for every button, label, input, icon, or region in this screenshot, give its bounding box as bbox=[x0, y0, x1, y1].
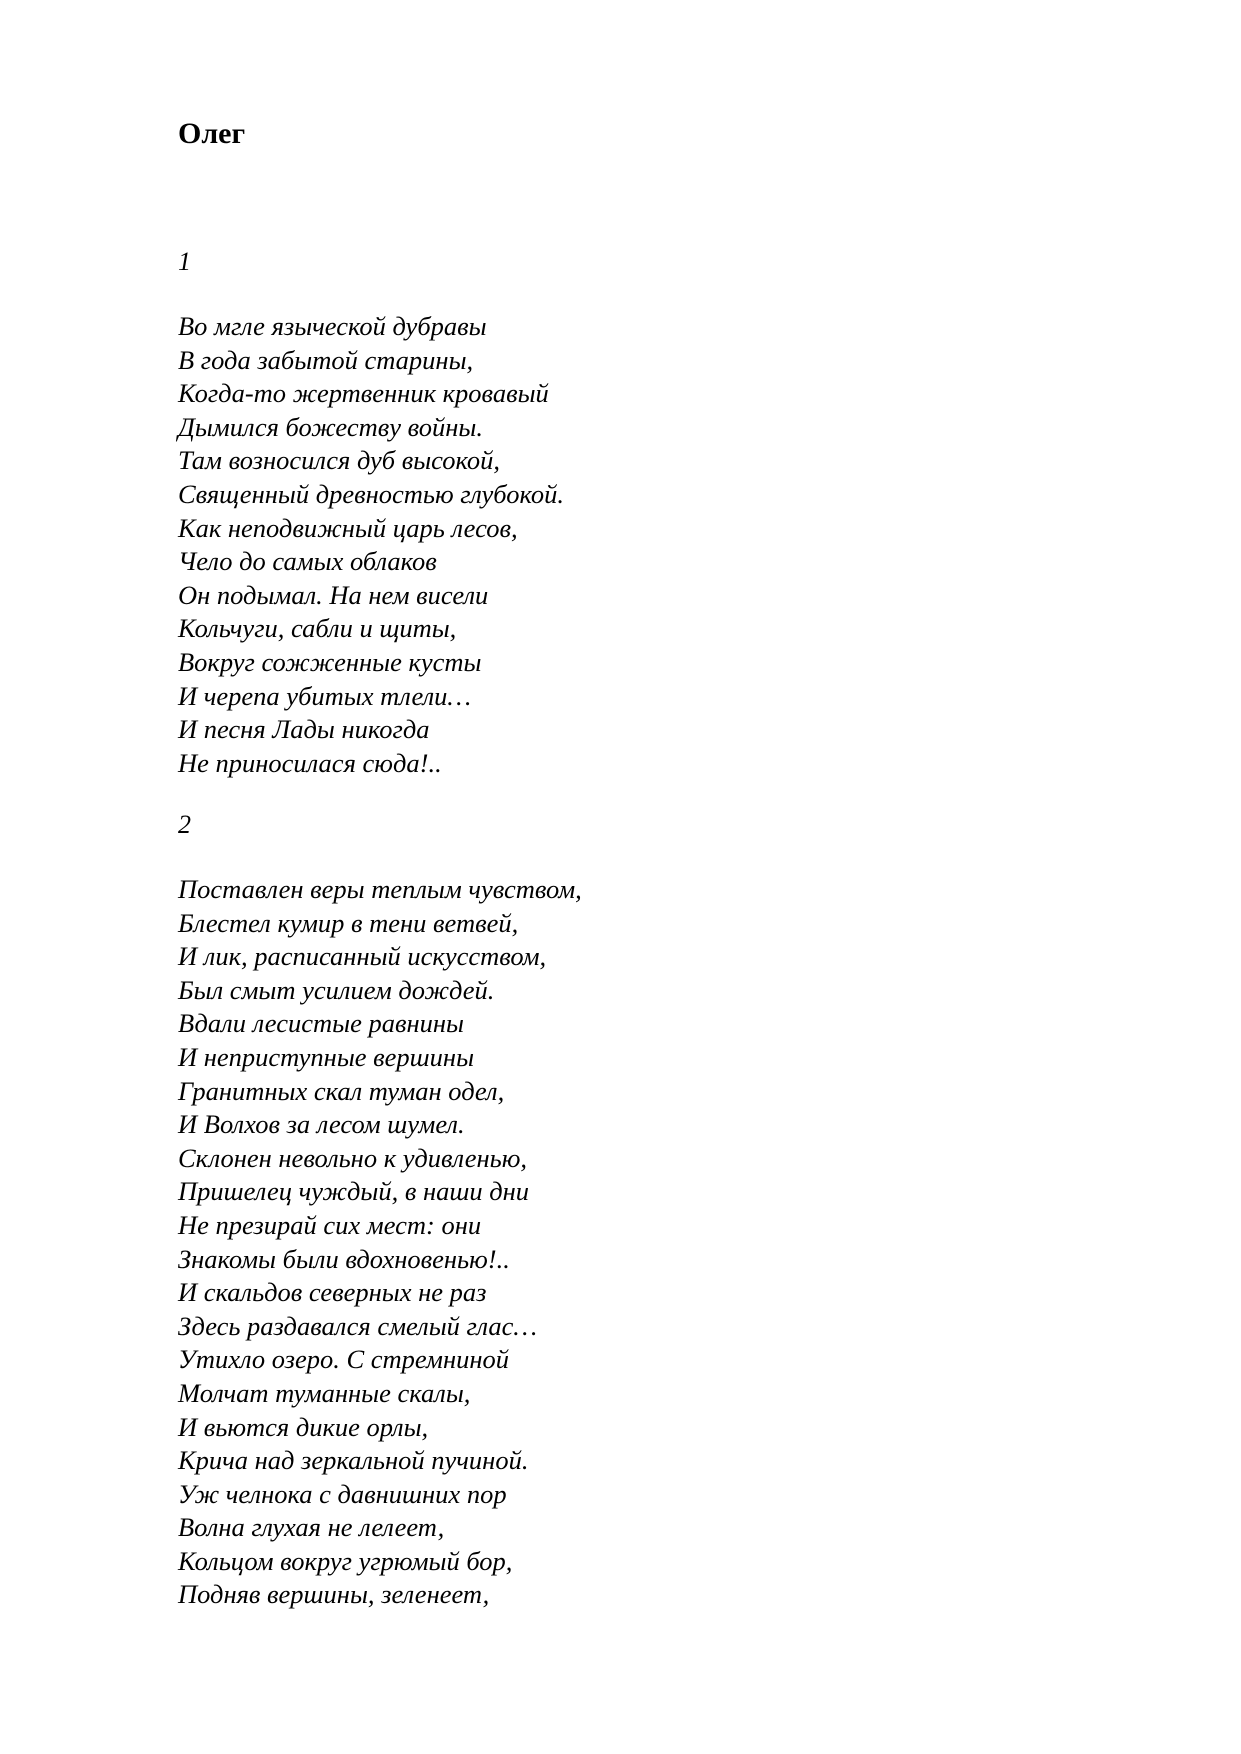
verse-line: Знакомы были вдохновенью!.. bbox=[178, 1243, 510, 1274]
verse-section-1 bbox=[178, 310, 564, 780]
verse-line: Как неподвижный царь лесов, bbox=[178, 512, 518, 543]
verse-line: И лик, расписанный искусством, bbox=[178, 941, 547, 972]
verse-line: Кольчуги, сабли и щиты, bbox=[178, 613, 457, 644]
verse-line: Склонен невольно к удивленью, bbox=[178, 1142, 528, 1173]
verse-line: Утихло озеро. С стремниной bbox=[178, 1344, 509, 1375]
verse-line: Во мгле языческой дубравы bbox=[178, 311, 487, 341]
verse-line: Когда-то жертвенник кровавый bbox=[178, 378, 549, 409]
verse-line: Не презирай сих мест: они bbox=[178, 1209, 482, 1240]
verse-line: Священный древностью глубокой. bbox=[178, 478, 564, 509]
verse-line: Молчат туманные скалы, bbox=[178, 1377, 471, 1408]
verse-line: Не приносилася сюда!.. bbox=[178, 747, 442, 778]
verse-line: Здесь раздавался смелый глас… bbox=[178, 1310, 537, 1341]
verse-line: И вьются дикие орлы, bbox=[178, 1411, 429, 1442]
verse-line: Кольцом вокруг угрюмый бор, bbox=[178, 1545, 513, 1576]
verse-line: Пришелец чуждый, в наши дни bbox=[178, 1176, 530, 1207]
section-number: 1 bbox=[178, 247, 191, 276]
verse-line: Вокруг сожженные кусты bbox=[178, 646, 482, 677]
verse-line: Чело до самых облаков bbox=[178, 546, 437, 577]
verse-line: Там возносился дуб высокой, bbox=[178, 445, 501, 476]
verse-line: Волна глухая не лелеет, bbox=[178, 1512, 445, 1543]
verse-line: Крича над зеркальной пучиной. bbox=[178, 1445, 529, 1476]
verse-line: И черепа убитых тлели… bbox=[178, 680, 471, 711]
verse-line: И Волхов за лесом шумел. bbox=[178, 1109, 465, 1140]
document-title: Олег bbox=[178, 117, 246, 150]
verse-line: Поставлен веры теплым чувством, bbox=[178, 874, 582, 904]
section-number: 2 bbox=[178, 810, 191, 839]
verse-line: Был смыт усилием дождей. bbox=[178, 974, 495, 1005]
verse-line: Вдали лесистые равнины bbox=[178, 1008, 464, 1039]
verse-line: Дымился божеству войны. bbox=[178, 411, 483, 442]
verse-line: Подняв вершины, зеленеет, bbox=[178, 1579, 490, 1610]
verse-line: И неприступные вершины bbox=[178, 1041, 475, 1072]
verse-line: Гранитных скал туман одел, bbox=[178, 1075, 505, 1106]
verse-line: И скальдов северных не раз bbox=[178, 1277, 487, 1308]
verse-line: И песня Лады никогда bbox=[178, 714, 430, 745]
verse-line: В года забытой старины, bbox=[178, 344, 474, 375]
verse-line: Блестел кумир в тени ветвей, bbox=[178, 907, 519, 938]
verse-section-2 bbox=[178, 873, 582, 1612]
verse-line: Уж челнока с давнишних пор bbox=[178, 1478, 507, 1509]
verse-line: Он подымал. На нем висели bbox=[178, 579, 489, 610]
